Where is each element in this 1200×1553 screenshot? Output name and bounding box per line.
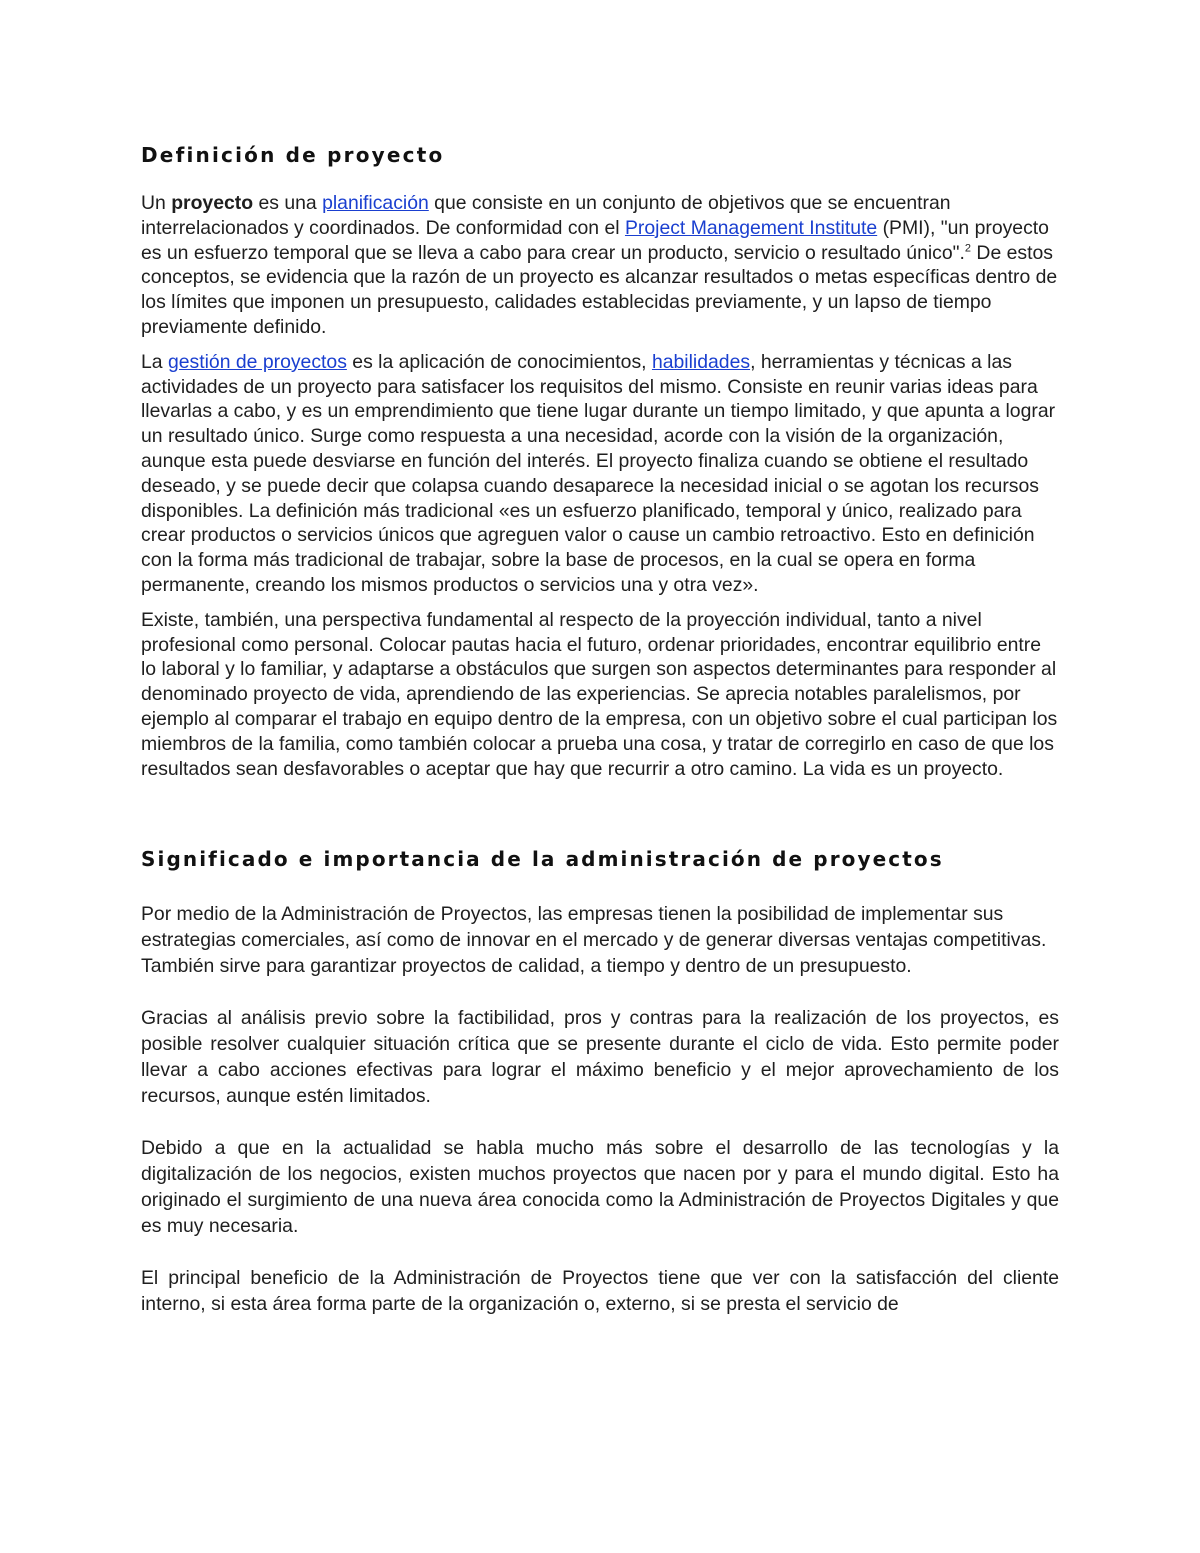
paragraph-definicion-1 bbox=[141, 191, 1059, 340]
link-planificacion[interactable]: planificación bbox=[322, 192, 429, 214]
section-significado-body bbox=[141, 901, 1059, 1317]
link-habilidades[interactable]: habilidades bbox=[651, 350, 751, 373]
paragraph-significado-3: Debido a que en la actualidad se habla mucho más sobre el desarrollo de las tecnologías y la digitalización de los negocios, existen muchos proyectos que nacen por y para el mundo digital. Esto ha originado el surgimiento de una nueva área conocida como la Administración de Proyectos Digitales y que es muy necesaria. bbox=[141, 1137, 1059, 1238]
paragraph-significado-2: Gracias al análisis previo sobre la factibilidad, pros y contras para la realización de los proyectos, es posible resolver cualquier situación crítica que se presente durante el ciclo de vida. Esto permite poder llevar a cabo acciones efectivas para lograr el máximo beneficio y el mejor aprovechamiento de los recursos, aunque estén limitados. bbox=[141, 1007, 1059, 1108]
paragraph-significado-1: Por medio de la Administración de Proyectos, las empresas tienen la posibilidad de implementar sus estrategias comerciales, así como de innovar en el mercado y de generar diversas ventajas competitivas. También sirve para garantizar proyectos de calidad, a tiempo y dentro de un presupuesto. bbox=[141, 903, 1047, 978]
text-span: Un bbox=[141, 192, 172, 214]
section-heading-significado: Significado e importancia de la administración de proyectos bbox=[141, 847, 944, 872]
paragraph-definicion-3: Existe, también, una perspectiva fundamental al respecto de la proyección individual, tanto a nivel profesional como personal. Colocar pautas hacia el futuro, ordenar prioridades, encontrar equilibrio entre lo laboral y lo familiar, y adaptarse a obstáculos que surgen son aspectos determinantes para responder al denominado proyecto de vida, aprendiendo de las experiencias. Se aprecia notables paralelismos, por ejemplo al comparar el trabajo en equipo dentro de la empresa, con un objetivo sobre el cual participan los miembros de la familia, como también colocar a prueba una cosa, y tratar de corregirlo en caso de que los resultados sean desfavorables o aceptar que hay que recurrir a otro camino. La vida es un proyecto. bbox=[141, 608, 1058, 780]
link-pmi[interactable]: Project Management Institute bbox=[624, 216, 878, 239]
text-span: es una bbox=[253, 192, 323, 214]
text-span: , herramientas y técnicas a las actividades de un proyecto para satisfacer los requisitos del mismo. Consiste en reunir varias ideas para llevarlas a cabo, y es un emprendimiento que tiene lugar durante un tiempo limitado, y que apunta a lograr un resultado único. Surge como respuesta a una necesidad, acorde con la visión de la organización, aunque esta puede desviarse en función del interés. El proyecto finaliza cuando se obtiene el resultado deseado, y se puede decir que colapsa cuando desaparece la necesidad inicial o se agotan los recursos disponibles. La definición más tradicional «es un esfuerzo planificado, temporal y único, realizado para crear productos o servicios únicos que agreguen valor o cause un cambio retroactivo. Esto en definición con la forma más tradicional de trabajar, sobre la base de procesos, en la cual se opera en forma permanente, creando los mismos productos o servicios una y otra vez». bbox=[141, 350, 1056, 596]
text-span: que consiste en un conjunto de objetivos que se encuentran interrelacionados y coordinados. De conformidad con el bbox=[141, 192, 951, 239]
bold-term-proyecto: proyecto bbox=[171, 192, 254, 214]
link-gestion-de-proyectos[interactable]: gestión de proyectos bbox=[167, 350, 347, 373]
paragraph-significado-4: El principal beneficio de la Administración de Proyectos tiene que ver con la satisfacción del cliente interno, si esta área forma parte de la organización o, externo, si se presta el servicio de bbox=[141, 1267, 1059, 1316]
document-content bbox=[141, 143, 1059, 1343]
text-span: es la aplicación de conocimientos, bbox=[346, 350, 652, 373]
text-span: La bbox=[141, 350, 168, 373]
paragraph-definicion-2 bbox=[141, 350, 1059, 598]
text-span: (PMI), "un proyecto es un esfuerzo temporal que se lleva a cabo para crear un producto, servicio o resultado único". bbox=[141, 216, 1049, 264]
section-heading-definicion: Definición de proyecto bbox=[141, 143, 445, 167]
footnote-ref[interactable]: 2 bbox=[964, 242, 972, 255]
text-span: De estos conceptos, se evidencia que la razón de un proyecto es alcanzar resultados o metas específicas dentro de los límites que imponen un presupuesto, calidades establecidas previamente, y un lapso de tiempo previamente definido. bbox=[141, 241, 1058, 338]
